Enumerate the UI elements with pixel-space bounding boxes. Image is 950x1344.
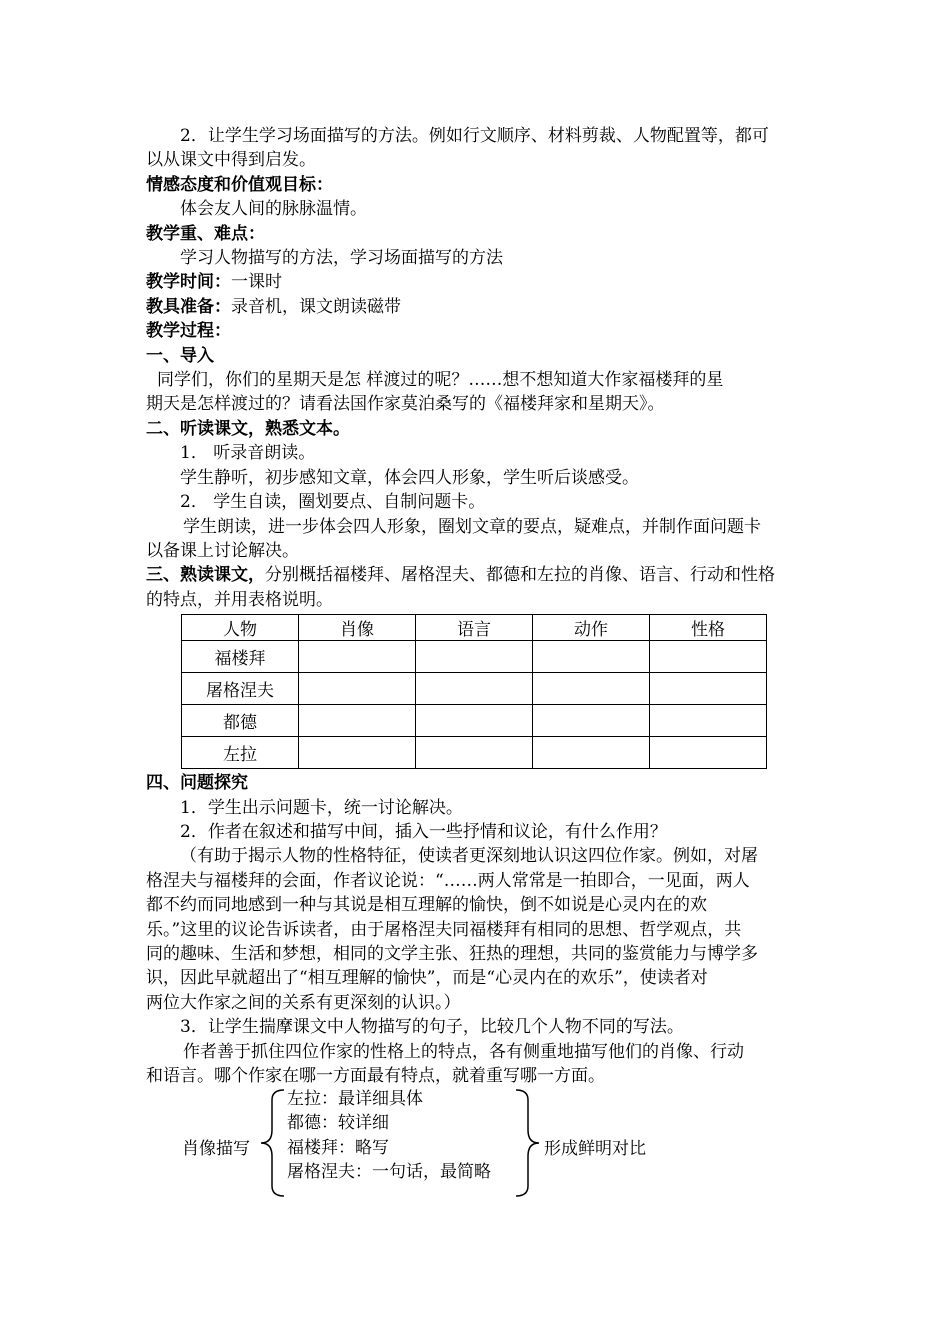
paragraph-line: 期天是怎样渡过的？请看法国作家莫泊桑写的《福楼拜家和星期天》。 xyxy=(146,394,665,415)
paragraph-line: 1． 听录音朗读。 xyxy=(180,443,316,464)
heading-key-points: 教学重、难点： xyxy=(146,223,265,244)
heading-teaching-tools: 教具准备： xyxy=(146,296,231,317)
teaching-tools-value: 录音机，课文朗读磁带 xyxy=(231,296,401,317)
document-page xyxy=(146,124,818,1248)
table-cell xyxy=(299,641,416,673)
table-row xyxy=(182,705,767,737)
table-cell xyxy=(299,705,416,737)
table-cell xyxy=(533,737,650,769)
table-cell xyxy=(650,705,767,737)
table-header-cell: 人物 xyxy=(182,615,299,641)
diagram-left-label: 肖像描写 xyxy=(182,1139,250,1160)
table-cell xyxy=(299,673,416,705)
paragraph-line: 体会友人间的脉脉温情。 xyxy=(180,199,367,220)
table-cell xyxy=(416,673,533,705)
table-cell xyxy=(533,705,650,737)
section-title-listen: 二、听读课文，熟悉文本。 xyxy=(146,418,350,439)
table-cell xyxy=(416,737,533,769)
table-cell xyxy=(650,641,767,673)
section-title-intro: 一、导入 xyxy=(146,345,214,366)
paragraph-line: 的特点，并用表格说明。 xyxy=(146,589,333,610)
heading-teaching-process: 教学过程： xyxy=(146,321,231,342)
paragraph-line: 作者善于抓住四位作家的性格上的特点，各有侧重地描写他们的肖像、行动 xyxy=(183,1041,744,1062)
paragraph-line: 3．让学生揣摩课文中人物描写的句子，比较几个人物不同的写法。 xyxy=(180,1017,684,1038)
table-header-row xyxy=(182,615,767,641)
section-title-explore: 四、问题探究 xyxy=(146,773,248,794)
teaching-tools-line xyxy=(146,295,818,319)
paragraph-line: 格涅夫与福楼拜的会面，作者议论说：“……两人常常是一拍即合，一见面，两人 xyxy=(146,870,750,891)
table-cell xyxy=(533,641,650,673)
paragraph-line: 学生静听，初步感知文章，体会四人形象，学生听后谈感受。 xyxy=(180,467,639,488)
left-brace-icon xyxy=(258,1088,288,1198)
paragraph-line: 1．学生出示问题卡，统一讨论解决。 xyxy=(180,797,463,818)
diagram-right-label: 形成鲜明对比 xyxy=(544,1139,646,1160)
paragraph-line: 2．让学生学习场面描写的方法。例如行文顺序、材料剪裁、人物配置等，都可 xyxy=(180,126,769,146)
table-row xyxy=(182,673,767,705)
character-table xyxy=(181,614,767,769)
teaching-time-value: 一课时 xyxy=(231,272,282,293)
paragraph-line: 学生朗读，进一步体会四人形象，圈划文章的要点，疑难点，并制作面问题卡 xyxy=(183,516,761,537)
table-row-label: 屠格涅夫 xyxy=(182,673,299,705)
section-three-line xyxy=(146,563,818,587)
table-row-label: 福楼拜 xyxy=(182,641,299,673)
section-three-text: 分别概括福楼拜、屠格涅夫、都德和左拉的肖像、语言、行动和性格 xyxy=(265,565,775,586)
diagram-item: 福楼拜：略写 xyxy=(287,1138,389,1159)
paragraph-line: 和语言。哪个作家在哪一方面最有特点，就着重写哪一方面。 xyxy=(146,1066,605,1086)
table-row-label: 都德 xyxy=(182,705,299,737)
table-cell xyxy=(533,673,650,705)
table-row xyxy=(182,641,767,673)
paragraph-line: 同学们，你们的星期天是怎 样渡过的呢？……想不想知道大作家福楼拜的星 xyxy=(157,370,724,391)
table-header-cell: 肖像 xyxy=(299,615,416,641)
table-row-label: 左拉 xyxy=(182,737,299,769)
paragraph-line: 都不约而同地感到一种与其说是相互理解的愉快，倒不如说是心灵内在的欢 xyxy=(146,895,707,916)
paragraph-line: 2． 学生自读，圈划要点、自制问题卡。 xyxy=(180,492,486,513)
diagram-item: 左拉：最详细具体 xyxy=(287,1089,423,1110)
heading-teaching-time: 教学时间： xyxy=(146,272,231,293)
paragraph-line: （有助于揭示人物的性格特征，使读者更深刻地认识这四位作家。例如，对屠 xyxy=(180,846,758,867)
paragraph-line: 同的趣味、生活和梦想，相同的文学主张、狂热的理想，共同的鉴赏能力与博学多 xyxy=(146,943,758,964)
table-cell xyxy=(416,641,533,673)
portrait-diagram xyxy=(146,1088,818,1248)
table-header-cell: 动作 xyxy=(533,615,650,641)
table-header-cell: 语言 xyxy=(416,615,533,641)
table-cell xyxy=(650,673,767,705)
table-cell xyxy=(650,737,767,769)
table-cell xyxy=(299,737,416,769)
paragraph-line: 识，因此早就超出了“相互理解的愉快”，而是“心灵内在的欢乐”，使读者对 xyxy=(146,968,708,989)
paragraph-line: 学习人物描写的方法，学习场面描写的方法 xyxy=(180,248,503,269)
table-header-cell: 性格 xyxy=(650,615,767,641)
paragraph-line: 以从课文中得到启发。 xyxy=(146,150,316,171)
paragraph-line: 以备课上讨论解决。 xyxy=(146,540,299,561)
diagram-item: 都德：较详细 xyxy=(287,1113,389,1134)
table-cell xyxy=(416,705,533,737)
paragraph-line: 两位大作家之间的关系有更深刻的认识。） xyxy=(146,992,461,1013)
diagram-item: 屠格涅夫：一句话，最简略 xyxy=(287,1162,491,1183)
teaching-time-line xyxy=(146,270,818,294)
right-brace-icon xyxy=(512,1088,542,1198)
section-title-read: 三、熟读课文， xyxy=(146,565,265,586)
paragraph-line: 2．作者在叙述和描写中间，插入一些抒情和议论，有什么作用？ xyxy=(180,821,667,842)
paragraph-line: 乐。”这里的议论告诉读者，由于屠格涅夫同福楼拜有相同的思想、哲学观点，共 xyxy=(146,919,742,940)
table-row xyxy=(182,737,767,769)
heading-emotion-goal: 情感态度和价值观目标： xyxy=(146,174,333,195)
